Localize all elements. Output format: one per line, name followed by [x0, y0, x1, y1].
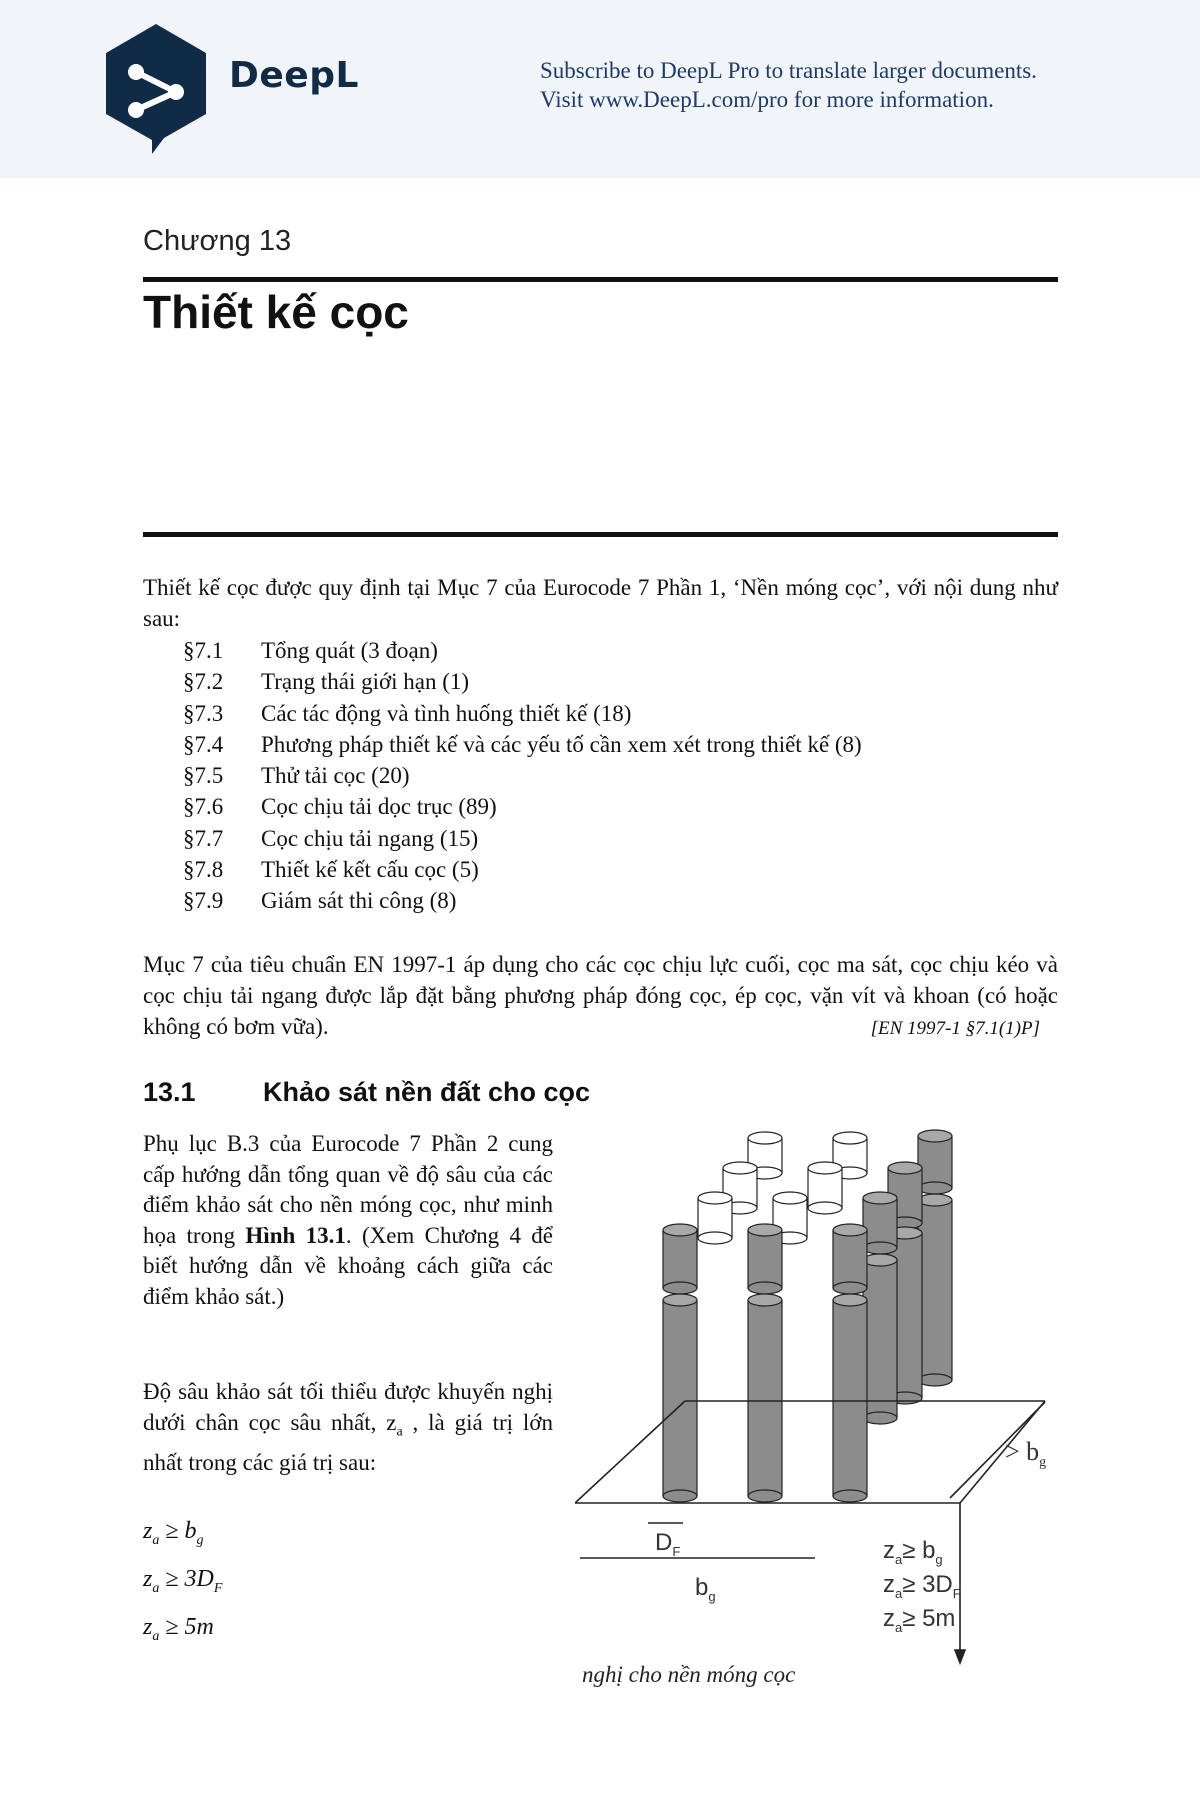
depth-formulas	[143, 1512, 222, 1655]
formula-rhs-sub: g	[196, 1532, 204, 1548]
formula-rhs: ≥ 3D	[159, 1565, 214, 1592]
chapter-rule-top	[143, 277, 1058, 282]
pile	[918, 1130, 952, 1194]
depth-formula	[143, 1512, 222, 1560]
label-bg: $b_g$	[695, 1574, 716, 1604]
depth-text-2: , là giá trị lớn nhất trong các giá trị sau:	[143, 1409, 553, 1475]
pile-group	[663, 1130, 952, 1502]
formula-rhs: ≥ b	[159, 1518, 197, 1544]
scope-paragraph	[143, 949, 1058, 1044]
section-list-number: §7.6	[183, 794, 224, 820]
section-list-item	[183, 791, 862, 822]
section-list-text: Thiết kế kết cấu cọc (5)	[261, 857, 479, 883]
label-z-5m: $z_a\ge 5m$	[883, 1605, 956, 1635]
label-bg-right: > $b_g$	[1005, 1437, 1047, 1470]
section-list-number: §7.9	[183, 888, 224, 914]
section-number: 13.1	[143, 1077, 196, 1107]
depth-arrow-icon	[955, 1650, 965, 1663]
section-list-number: §7.7	[183, 825, 224, 851]
label-z-bg: $z_a\ge b_g$	[883, 1537, 943, 1567]
formula-rhs: ≥ 5m	[159, 1613, 214, 1640]
pile	[833, 1294, 867, 1502]
section-list-number: §7.8	[183, 857, 224, 883]
pile	[663, 1294, 697, 1502]
formula-sub: a	[152, 1580, 160, 1596]
pile	[863, 1192, 897, 1254]
pile	[663, 1224, 697, 1294]
section-list-item	[183, 854, 862, 885]
pile	[748, 1224, 782, 1294]
pile	[748, 1294, 782, 1502]
section-list	[183, 635, 862, 917]
section-list-item	[183, 729, 862, 760]
label-z-df: $z_a\ge 3D_F$	[883, 1571, 961, 1601]
section-list-item	[183, 698, 862, 729]
formula-rhs-sub: F	[213, 1580, 223, 1596]
label-df: $D_F$	[655, 1529, 681, 1559]
annex-text-2: . (Xem Chương 4 để biết hướng dẫn về khoảng cách giữa các điểm khảo sát.)	[143, 1222, 553, 1309]
promo-message	[540, 56, 1037, 114]
depth-text-1: Độ sâu khảo sát tối thiểu được khuyến nghị dưới chân cọc sâu nhất, z	[143, 1379, 553, 1435]
formula-var: z	[143, 1613, 153, 1640]
depth-paragraph	[143, 1377, 553, 1478]
section-list-item	[183, 760, 862, 791]
section-list-text: Trạng thái giới hạn (1)	[261, 669, 470, 695]
section-list-text: Tổng quát (3 đoạn)	[261, 638, 438, 663]
section-list-number: §7.4	[183, 731, 224, 757]
promo-line-2[interactable]: Visit www.DeepL.com/pro for more information.	[540, 87, 994, 112]
section-list-item	[183, 823, 862, 854]
section-list-number: §7.3	[183, 700, 224, 726]
pile	[698, 1192, 732, 1244]
section-list-item	[183, 666, 862, 697]
depth-text-sub: a	[396, 1424, 403, 1440]
pile	[833, 1224, 867, 1294]
pile-investigation-figure	[575, 1118, 1075, 1678]
section-list-text: Cọc chịu tải dọc trục (89)	[261, 794, 497, 820]
section-list-text: Các tác động và tình huống thiết kế (18)	[261, 700, 632, 726]
formula-sub: a	[152, 1628, 160, 1644]
section-heading	[143, 1077, 590, 1108]
annex-paragraph	[143, 1129, 553, 1312]
section-list-number: §7.5	[183, 763, 224, 789]
section-list-number: §7.2	[183, 669, 224, 695]
section-list-text: Cọc chịu tải ngang (15)	[261, 825, 479, 851]
promo-line-1: Subscribe to DeepL Pro to translate larger documents.	[540, 58, 1037, 83]
chapter-label: Chương 13	[143, 225, 292, 257]
figure-caption: nghị cho nền móng cọc	[582, 1662, 796, 1687]
section-list-text: Thử tải cọc (20)	[261, 763, 410, 789]
section-list-item	[183, 885, 862, 916]
pile	[863, 1254, 897, 1424]
deepl-banner	[0, 0, 1200, 178]
intro-paragraph: Thiết kế cọc được quy định tại Mục 7 của Eurocode 7 Phần 1, ‘Nền móng cọc’, với nội dung như sau:	[143, 575, 1058, 631]
section-title: Khảo sát nền đất cho cọc	[263, 1077, 591, 1107]
chapter-rule-bottom	[143, 532, 1058, 537]
deepl-logo-icon	[100, 20, 212, 156]
figure-reference: Hình 13.1	[245, 1222, 346, 1248]
formula-sub: a	[152, 1532, 160, 1548]
section-list-text: Giám sát thi công (8)	[261, 888, 457, 914]
scope-reference: [EN 1997-1 §7.1(1)P]	[870, 1018, 1040, 1039]
section-list-number: §7.1	[183, 638, 224, 663]
depth-formula	[143, 1608, 222, 1656]
pile	[808, 1162, 842, 1214]
section-list-item	[183, 635, 862, 666]
depth-formula	[143, 1560, 222, 1608]
formula-var: z	[143, 1565, 153, 1592]
formula-var: z	[143, 1518, 153, 1544]
section-list-text: Phương pháp thiết kế và các yếu tố cần xem xét trong thiết kế (8)	[261, 731, 862, 757]
ground-plane	[575, 1401, 1045, 1663]
annex-text-1: Phụ lục B.3 của Eurocode 7 Phần 2 cung cấp hướng dẫn tổng quan về độ sâu của các điểm khảo sát cho nền móng cọc, như minh họa trong	[143, 1131, 553, 1248]
chapter-title: Thiết kế cọc	[143, 286, 409, 338]
deepl-logo-text: DeepL	[229, 55, 359, 96]
pile	[918, 1194, 952, 1386]
scope-text: Mục 7 của tiêu chuẩn EN 1997-1 áp dụng cho các cọc chịu lực cuối, cọc ma sát, cọc chịu kéo và cọc chịu tải ngang được lắp đặt bằng phương pháp đóng cọc, ép cọc, vặn vít và khoan (có hoặc không có bơm vữa).	[143, 952, 1058, 1039]
